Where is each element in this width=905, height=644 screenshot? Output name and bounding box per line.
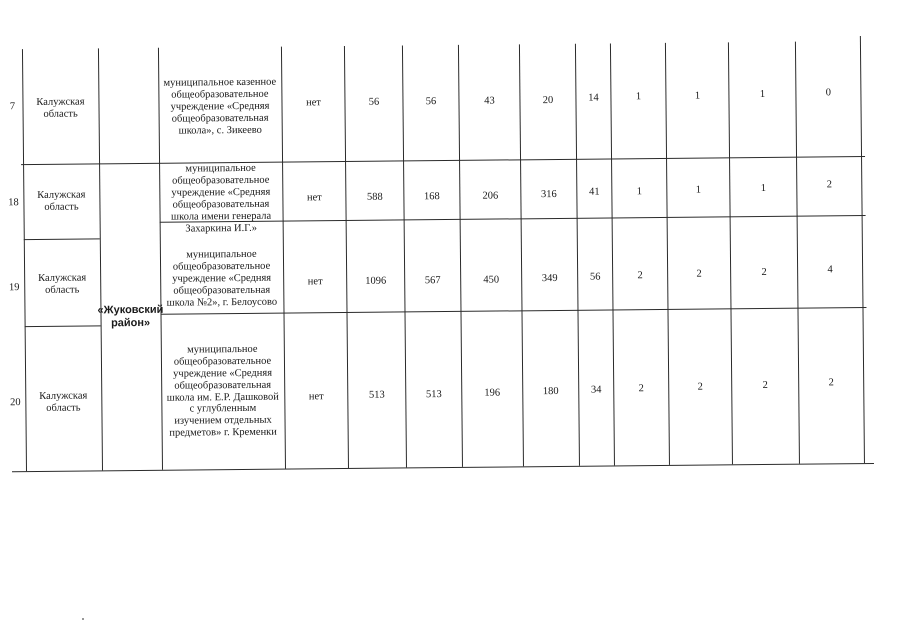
value-cell: 4 [827, 264, 833, 276]
region-cell: Калужская область [38, 272, 87, 296]
value-cell: 2 [696, 268, 702, 280]
col-divider [728, 42, 733, 464]
scan-speck [82, 618, 84, 620]
district-label: «Жуковский район» [97, 303, 164, 329]
col-divider [795, 42, 800, 464]
row-number: 20 [10, 397, 21, 409]
value-cell: 56 [425, 96, 437, 108]
value-cell: 1 [635, 91, 642, 103]
value-cell: 1 [636, 186, 643, 198]
col-divider [610, 43, 615, 465]
table-grid [0, 0, 902, 4]
institution-cell: муниципальное общеобразовательное учреждение «Средняя общеобразовательная школа №2», г. Белоусово [166, 249, 278, 309]
value-cell: 180 [542, 386, 559, 398]
table-row [0, 0, 902, 137]
value-cell: 316 [540, 189, 557, 201]
region-cell: Калужская область [37, 189, 86, 213]
row-number: 7 [9, 101, 16, 113]
value-cell: 14 [588, 92, 599, 104]
value-cell: 168 [423, 191, 440, 203]
value-cell: 513 [368, 389, 385, 401]
region-cell: Калужская область [39, 390, 88, 414]
institution-cell: муниципальное казенное общеобразовательное учреждение «Средняя общеобразовательная школа», с. Зикеево [163, 77, 277, 137]
value-cell: 0 [825, 87, 832, 99]
institution-cell: муниципальное общеобразовательное учреждение «Средняя общеобразовательная школа имени генерала Захаркина И.Г.» [170, 163, 272, 235]
value-cell: 1 [694, 90, 701, 102]
row-divider [24, 238, 100, 240]
value-cell: 196 [484, 387, 501, 399]
row-number: 19 [8, 282, 20, 294]
value-cell: 1 [760, 183, 767, 195]
district-cell [99, 163, 162, 471]
value-cell: 34 [590, 384, 602, 396]
value-cell: 206 [482, 190, 499, 202]
flag-cell: нет [308, 391, 324, 403]
value-cell: 1096 [365, 275, 387, 287]
flag-cell: нет [306, 192, 322, 204]
value-cell: 349 [541, 273, 558, 285]
institution-cell: муниципальное общеобразовательное учреждение «Средняя общеобразовательная школа им. Е.Р. Дашковой с углубленным изучением отдельных предметов» г. Кременки [166, 343, 279, 439]
value-cell: 43 [484, 95, 495, 107]
value-cell: 2 [637, 270, 643, 282]
flag-cell: нет [305, 97, 321, 109]
region-cell: Калужская область [36, 96, 85, 120]
value-cell: 2 [828, 377, 834, 389]
value-cell: 2 [697, 381, 703, 393]
value-cell: 2 [826, 179, 832, 191]
value-cell: 2 [761, 267, 767, 279]
col-divider [860, 36, 865, 463]
value-cell: 20 [542, 95, 554, 107]
value-cell: 588 [366, 191, 383, 203]
value-cell: 450 [483, 274, 500, 286]
col-divider [665, 43, 670, 465]
flag-cell: нет [307, 276, 323, 288]
value-cell: 2 [638, 383, 644, 395]
value-cell: 1 [759, 89, 766, 101]
value-cell: 1 [695, 184, 702, 196]
col-divider [575, 44, 580, 466]
value-cell: 41 [589, 186, 600, 198]
row-number: 18 [8, 197, 19, 209]
value-cell: 2 [762, 380, 768, 392]
value-cell: 56 [368, 96, 380, 108]
value-cell: 513 [425, 389, 442, 401]
value-cell: 567 [424, 275, 441, 287]
value-cell: 56 [589, 271, 601, 283]
